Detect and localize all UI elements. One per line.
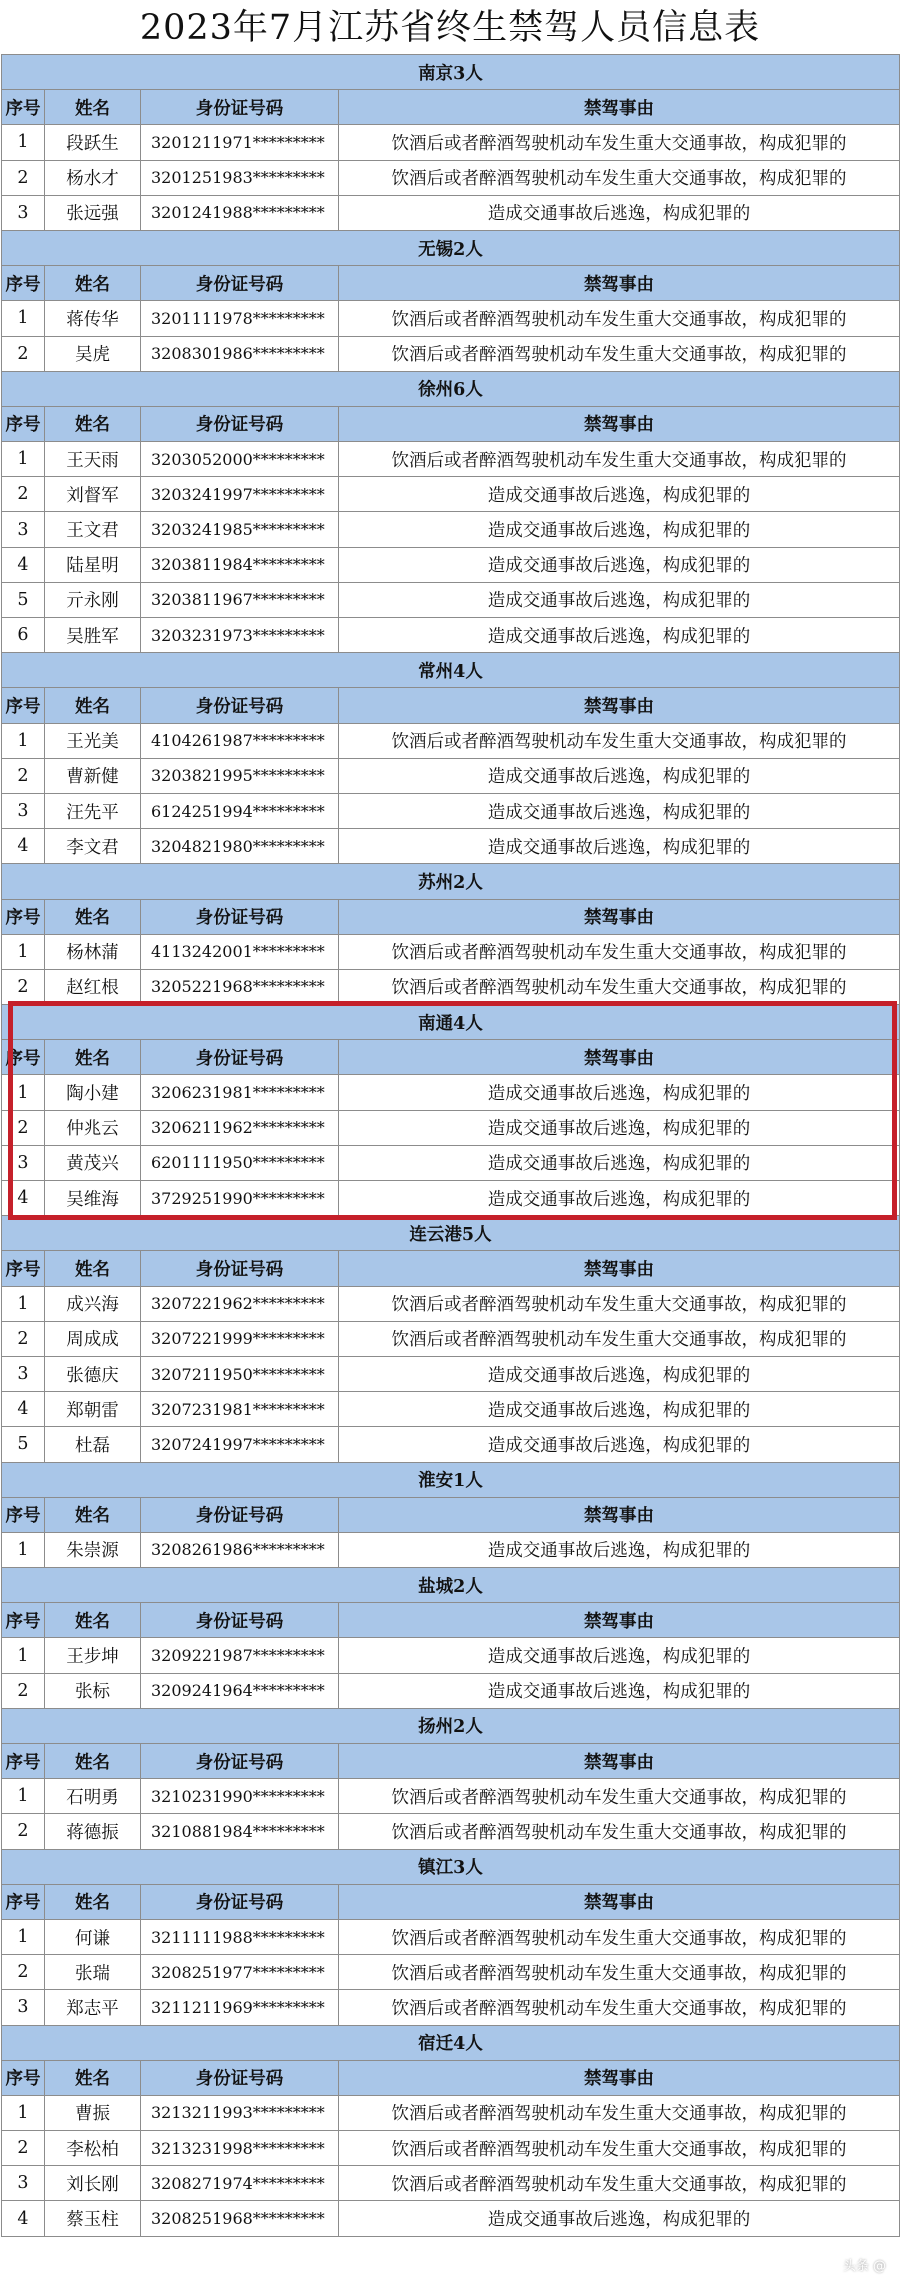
row-number: 1	[2, 1075, 45, 1110]
table-row	[2, 1532, 900, 1567]
row-number: 4	[2, 1181, 45, 1216]
city-header: 扬州2人	[2, 1708, 900, 1743]
table-row	[2, 758, 900, 793]
id-number: 3213211993*********	[141, 2095, 339, 2130]
id-number: 3210881984*********	[141, 1814, 339, 1849]
header-name: 姓名	[45, 1497, 141, 1532]
table-row	[2, 301, 900, 336]
row-number: 2	[2, 969, 45, 1004]
header-reason: 禁驾事由	[339, 1251, 900, 1286]
person-name: 刘长刚	[45, 2166, 141, 2201]
table-row	[2, 2166, 900, 2201]
city-header: 徐州6人	[2, 371, 900, 406]
row-number: 1	[2, 301, 45, 336]
city-header: 苏州2人	[2, 864, 900, 899]
header-id: 身份证号码	[141, 1744, 339, 1779]
header-reason: 禁驾事由	[339, 1884, 900, 1919]
table-row	[2, 195, 900, 230]
person-name: 王步坤	[45, 1638, 141, 1673]
person-name: 张瑞	[45, 1955, 141, 1990]
row-number: 1	[2, 934, 45, 969]
person-name: 蒋传华	[45, 301, 141, 336]
id-number: 3209241964*********	[141, 1673, 339, 1708]
city-header-row	[2, 55, 900, 90]
row-number: 1	[2, 125, 45, 160]
row-number: 1	[2, 2095, 45, 2130]
table-row	[2, 336, 900, 371]
table-row	[2, 1321, 900, 1356]
column-header-row	[2, 266, 900, 301]
table-row	[2, 723, 900, 758]
ban-reason: 造成交通事故后逃逸，构成犯罪的	[339, 547, 900, 582]
ban-reason: 造成交通事故后逃逸，构成犯罪的	[339, 195, 900, 230]
table-row	[2, 442, 900, 477]
driving-ban-table	[1, 54, 900, 2237]
id-number: 3209221987*********	[141, 1638, 339, 1673]
person-name: 吴维海	[45, 1181, 141, 1216]
person-name: 仲兆云	[45, 1110, 141, 1145]
ban-reason: 造成交通事故后逃逸，构成犯罪的	[339, 1532, 900, 1567]
ban-reason: 造成交通事故后逃逸，构成犯罪的	[339, 1145, 900, 1180]
ban-reason: 饮酒后或者醉酒驾驶机动车发生重大交通事故，构成犯罪的	[339, 1321, 900, 1356]
header-name: 姓名	[45, 266, 141, 301]
table-row	[2, 2201, 900, 2236]
row-number: 3	[2, 1145, 45, 1180]
header-name: 姓名	[45, 899, 141, 934]
header-no: 序号	[2, 1497, 45, 1532]
header-id: 身份证号码	[141, 1040, 339, 1075]
id-number: 3203241997*********	[141, 477, 339, 512]
header-id: 身份证号码	[141, 1884, 339, 1919]
column-header-row	[2, 406, 900, 441]
header-id: 身份证号码	[141, 266, 339, 301]
ban-reason: 造成交通事故后逃逸，构成犯罪的	[339, 1181, 900, 1216]
header-id: 身份证号码	[141, 406, 339, 441]
id-number: 3211211969*********	[141, 1990, 339, 2025]
id-number: 3207231981*********	[141, 1392, 339, 1427]
table-row	[2, 969, 900, 1004]
ban-reason: 饮酒后或者醉酒驾驶机动车发生重大交通事故，构成犯罪的	[339, 1990, 900, 2025]
city-header: 常州4人	[2, 653, 900, 688]
city-header-row	[2, 1568, 900, 1603]
person-name: 张标	[45, 1673, 141, 1708]
header-id: 身份证号码	[141, 688, 339, 723]
id-number: 6201111950*********	[141, 1145, 339, 1180]
row-number: 2	[2, 1814, 45, 1849]
ban-reason: 造成交通事故后逃逸，构成犯罪的	[339, 618, 900, 653]
person-name: 曹振	[45, 2095, 141, 2130]
row-number: 2	[2, 758, 45, 793]
city-header: 无锡2人	[2, 230, 900, 265]
id-number: 3201241988*********	[141, 195, 339, 230]
header-reason: 禁驾事由	[339, 266, 900, 301]
row-number: 2	[2, 477, 45, 512]
city-header-row	[2, 1462, 900, 1497]
ban-reason: 饮酒后或者醉酒驾驶机动车发生重大交通事故，构成犯罪的	[339, 934, 900, 969]
table-row	[2, 125, 900, 160]
city-header: 连云港5人	[2, 1216, 900, 1251]
city-header-row	[2, 864, 900, 899]
ban-reason: 饮酒后或者醉酒驾驶机动车发生重大交通事故，构成犯罪的	[339, 1919, 900, 1954]
header-name: 姓名	[45, 1744, 141, 1779]
row-number: 1	[2, 1779, 45, 1814]
column-header-row	[2, 688, 900, 723]
header-no: 序号	[2, 90, 45, 125]
table-row	[2, 1814, 900, 1849]
city-header-row	[2, 1216, 900, 1251]
ban-reason: 造成交通事故后逃逸，构成犯罪的	[339, 582, 900, 617]
table-row	[2, 160, 900, 195]
id-number: 3208301986*********	[141, 336, 339, 371]
table-row	[2, 1779, 900, 1814]
header-reason: 禁驾事由	[339, 2060, 900, 2095]
ban-reason: 饮酒后或者醉酒驾驶机动车发生重大交通事故，构成犯罪的	[339, 442, 900, 477]
row-number: 2	[2, 1955, 45, 1990]
row-number: 1	[2, 442, 45, 477]
row-number: 2	[2, 1321, 45, 1356]
row-number: 1	[2, 1919, 45, 1954]
header-reason: 禁驾事由	[339, 1744, 900, 1779]
header-name: 姓名	[45, 406, 141, 441]
ban-reason: 饮酒后或者醉酒驾驶机动车发生重大交通事故，构成犯罪的	[339, 1779, 900, 1814]
table-row	[2, 1075, 900, 1110]
header-no: 序号	[2, 2060, 45, 2095]
table-row	[2, 1427, 900, 1462]
city-header: 宿迁4人	[2, 2025, 900, 2060]
id-number: 3208261986*********	[141, 1532, 339, 1567]
header-name: 姓名	[45, 1251, 141, 1286]
row-number: 2	[2, 2131, 45, 2166]
header-id: 身份证号码	[141, 1251, 339, 1286]
row-number: 1	[2, 723, 45, 758]
row-number: 3	[2, 2166, 45, 2201]
row-number: 2	[2, 1673, 45, 1708]
row-number: 4	[2, 1392, 45, 1427]
person-name: 王天雨	[45, 442, 141, 477]
person-name: 吴胜军	[45, 618, 141, 653]
header-id: 身份证号码	[141, 2060, 339, 2095]
ban-reason: 造成交通事故后逃逸，构成犯罪的	[339, 2201, 900, 2236]
city-header-row	[2, 230, 900, 265]
city-header-row	[2, 2025, 900, 2060]
table-row	[2, 1638, 900, 1673]
header-no: 序号	[2, 899, 45, 934]
id-number: 3207221999*********	[141, 1321, 339, 1356]
table-row	[2, 934, 900, 969]
column-header-row	[2, 1884, 900, 1919]
id-number: 3208271974*********	[141, 2166, 339, 2201]
row-number: 2	[2, 160, 45, 195]
header-name: 姓名	[45, 1040, 141, 1075]
city-header: 盐城2人	[2, 1568, 900, 1603]
ban-reason: 饮酒后或者醉酒驾驶机动车发生重大交通事故，构成犯罪的	[339, 1955, 900, 1990]
city-header: 南京3人	[2, 55, 900, 90]
header-reason: 禁驾事由	[339, 688, 900, 723]
table-row	[2, 1181, 900, 1216]
header-id: 身份证号码	[141, 1497, 339, 1532]
ban-reason: 造成交通事故后逃逸，构成犯罪的	[339, 512, 900, 547]
row-number: 3	[2, 1990, 45, 2025]
id-number: 3203052000*********	[141, 442, 339, 477]
header-reason: 禁驾事由	[339, 1497, 900, 1532]
id-number: 3203821995*********	[141, 758, 339, 793]
person-name: 陆星明	[45, 547, 141, 582]
person-name: 黄茂兴	[45, 1145, 141, 1180]
id-number: 3207241997*********	[141, 1427, 339, 1462]
person-name: 段跃生	[45, 125, 141, 160]
table-row	[2, 829, 900, 864]
table-row	[2, 547, 900, 582]
ban-reason: 饮酒后或者醉酒驾驶机动车发生重大交通事故，构成犯罪的	[339, 1814, 900, 1849]
row-number: 3	[2, 195, 45, 230]
id-number: 3213231998*********	[141, 2131, 339, 2166]
header-reason: 禁驾事由	[339, 1040, 900, 1075]
row-number: 6	[2, 618, 45, 653]
ban-reason: 饮酒后或者醉酒驾驶机动车发生重大交通事故，构成犯罪的	[339, 125, 900, 160]
person-name: 周成成	[45, 1321, 141, 1356]
city-header-row	[2, 371, 900, 406]
column-header-row	[2, 2060, 900, 2095]
header-name: 姓名	[45, 90, 141, 125]
person-name: 杜磊	[45, 1427, 141, 1462]
person-name: 张德庆	[45, 1356, 141, 1391]
row-number: 2	[2, 1110, 45, 1145]
id-number: 3203811967*********	[141, 582, 339, 617]
row-number: 5	[2, 1427, 45, 1462]
person-name: 汪先平	[45, 793, 141, 828]
ban-reason: 造成交通事故后逃逸，构成犯罪的	[339, 1110, 900, 1145]
ban-reason: 饮酒后或者醉酒驾驶机动车发生重大交通事故，构成犯罪的	[339, 2131, 900, 2166]
id-number: 3208251968*********	[141, 2201, 339, 2236]
ban-reason: 造成交通事故后逃逸，构成犯罪的	[339, 1356, 900, 1391]
person-name: 王文君	[45, 512, 141, 547]
ban-reason: 造成交通事故后逃逸，构成犯罪的	[339, 793, 900, 828]
table-row	[2, 1110, 900, 1145]
column-header-row	[2, 899, 900, 934]
person-name: 朱崇源	[45, 1532, 141, 1567]
id-number: 3211111988*********	[141, 1919, 339, 1954]
header-name: 姓名	[45, 688, 141, 723]
city-header-row	[2, 1005, 900, 1040]
city-header-row	[2, 653, 900, 688]
row-number: 1	[2, 1286, 45, 1321]
page-title: 2023年7月江苏省终生禁驾人员信息表	[139, 8, 761, 48]
row-number: 4	[2, 829, 45, 864]
table-row	[2, 618, 900, 653]
row-number: 3	[2, 793, 45, 828]
header-name: 姓名	[45, 1603, 141, 1638]
id-number: 3201211971*********	[141, 125, 339, 160]
city-header-row	[2, 1849, 900, 1884]
id-number: 3210231990*********	[141, 1779, 339, 1814]
id-number: 4113242001*********	[141, 934, 339, 969]
id-number: 3203811984*********	[141, 547, 339, 582]
person-name: 何谦	[45, 1919, 141, 1954]
column-header-row	[2, 1040, 900, 1075]
ban-reason: 造成交通事故后逃逸，构成犯罪的	[339, 1638, 900, 1673]
ban-reason: 饮酒后或者醉酒驾驶机动车发生重大交通事故，构成犯罪的	[339, 160, 900, 195]
ban-reason: 饮酒后或者醉酒驾驶机动车发生重大交通事故，构成犯罪的	[339, 2166, 900, 2201]
id-number: 3207221962*********	[141, 1286, 339, 1321]
id-number: 3201251983*********	[141, 160, 339, 195]
person-name: 吴虎	[45, 336, 141, 371]
column-header-row	[2, 1497, 900, 1532]
ban-reason: 饮酒后或者醉酒驾驶机动车发生重大交通事故，构成犯罪的	[339, 336, 900, 371]
table-row	[2, 477, 900, 512]
id-number: 3201111978*********	[141, 301, 339, 336]
id-number: 6124251994*********	[141, 793, 339, 828]
row-number: 3	[2, 1356, 45, 1391]
table-row	[2, 793, 900, 828]
ban-reason: 饮酒后或者醉酒驾驶机动车发生重大交通事故，构成犯罪的	[339, 2095, 900, 2130]
header-id: 身份证号码	[141, 1603, 339, 1638]
person-name: 石明勇	[45, 1779, 141, 1814]
ban-reason: 造成交通事故后逃逸，构成犯罪的	[339, 1427, 900, 1462]
person-name: 李文君	[45, 829, 141, 864]
header-name: 姓名	[45, 2060, 141, 2095]
person-name: 赵红根	[45, 969, 141, 1004]
id-number: 4104261987*********	[141, 723, 339, 758]
header-no: 序号	[2, 266, 45, 301]
header-no: 序号	[2, 1251, 45, 1286]
id-number: 3204821980*********	[141, 829, 339, 864]
id-number: 3206211962*********	[141, 1110, 339, 1145]
ban-reason: 饮酒后或者醉酒驾驶机动车发生重大交通事故，构成犯罪的	[339, 723, 900, 758]
person-name: 刘督军	[45, 477, 141, 512]
city-header: 南通4人	[2, 1005, 900, 1040]
table-row	[2, 1990, 900, 2025]
column-header-row	[2, 90, 900, 125]
ban-reason: 饮酒后或者醉酒驾驶机动车发生重大交通事故，构成犯罪的	[339, 1286, 900, 1321]
id-number: 3203241985*********	[141, 512, 339, 547]
watermark: 头条 @	[842, 2259, 886, 2274]
row-number: 1	[2, 1532, 45, 1567]
table-row	[2, 1145, 900, 1180]
id-number: 3207211950*********	[141, 1356, 339, 1391]
id-number: 3205221968*********	[141, 969, 339, 1004]
header-id: 身份证号码	[141, 90, 339, 125]
id-number: 3208251977*********	[141, 1955, 339, 1990]
header-no: 序号	[2, 1744, 45, 1779]
person-name: 蔡玉柱	[45, 2201, 141, 2236]
ban-reason: 造成交通事故后逃逸，构成犯罪的	[339, 477, 900, 512]
city-header: 淮安1人	[2, 1462, 900, 1497]
table-row	[2, 582, 900, 617]
table-row	[2, 512, 900, 547]
ban-reason: 造成交通事故后逃逸，构成犯罪的	[339, 829, 900, 864]
header-id: 身份证号码	[141, 899, 339, 934]
header-no: 序号	[2, 1884, 45, 1919]
header-reason: 禁驾事由	[339, 90, 900, 125]
table-row	[2, 2095, 900, 2130]
header-no: 序号	[2, 688, 45, 723]
person-name: 亓永刚	[45, 582, 141, 617]
person-name: 郑朝雷	[45, 1392, 141, 1427]
table-row	[2, 1673, 900, 1708]
table-row	[2, 1955, 900, 1990]
row-number: 3	[2, 512, 45, 547]
id-number: 3203231973*********	[141, 618, 339, 653]
column-header-row	[2, 1603, 900, 1638]
city-header: 镇江3人	[2, 1849, 900, 1884]
row-number: 4	[2, 547, 45, 582]
person-name: 杨林蒲	[45, 934, 141, 969]
row-number: 1	[2, 1638, 45, 1673]
city-header-row	[2, 1708, 900, 1743]
ban-reason: 饮酒后或者醉酒驾驶机动车发生重大交通事故，构成犯罪的	[339, 301, 900, 336]
ban-reason: 饮酒后或者醉酒驾驶机动车发生重大交通事故，构成犯罪的	[339, 969, 900, 1004]
row-number: 2	[2, 336, 45, 371]
table-row	[2, 1356, 900, 1391]
id-number: 3206231981*********	[141, 1075, 339, 1110]
header-reason: 禁驾事由	[339, 1603, 900, 1638]
person-name: 李松柏	[45, 2131, 141, 2166]
ban-reason: 造成交通事故后逃逸，构成犯罪的	[339, 1392, 900, 1427]
table-row	[2, 1392, 900, 1427]
ban-reason: 造成交通事故后逃逸，构成犯罪的	[339, 758, 900, 793]
table-row	[2, 2131, 900, 2166]
id-number: 3729251990*********	[141, 1181, 339, 1216]
header-no: 序号	[2, 1603, 45, 1638]
header-name: 姓名	[45, 1884, 141, 1919]
column-header-row	[2, 1744, 900, 1779]
person-name: 张远强	[45, 195, 141, 230]
header-reason: 禁驾事由	[339, 406, 900, 441]
header-reason: 禁驾事由	[339, 899, 900, 934]
person-name: 蒋德振	[45, 1814, 141, 1849]
ban-reason: 造成交通事故后逃逸，构成犯罪的	[339, 1673, 900, 1708]
person-name: 成兴海	[45, 1286, 141, 1321]
person-name: 曹新健	[45, 758, 141, 793]
person-name: 王光美	[45, 723, 141, 758]
table-row	[2, 1286, 900, 1321]
header-no: 序号	[2, 1040, 45, 1075]
person-name: 陶小建	[45, 1075, 141, 1110]
column-header-row	[2, 1251, 900, 1286]
row-number: 4	[2, 2201, 45, 2236]
header-no: 序号	[2, 406, 45, 441]
row-number: 5	[2, 582, 45, 617]
person-name: 郑志平	[45, 1990, 141, 2025]
person-name: 杨水才	[45, 160, 141, 195]
table-row	[2, 1919, 900, 1954]
ban-reason: 造成交通事故后逃逸，构成犯罪的	[339, 1075, 900, 1110]
